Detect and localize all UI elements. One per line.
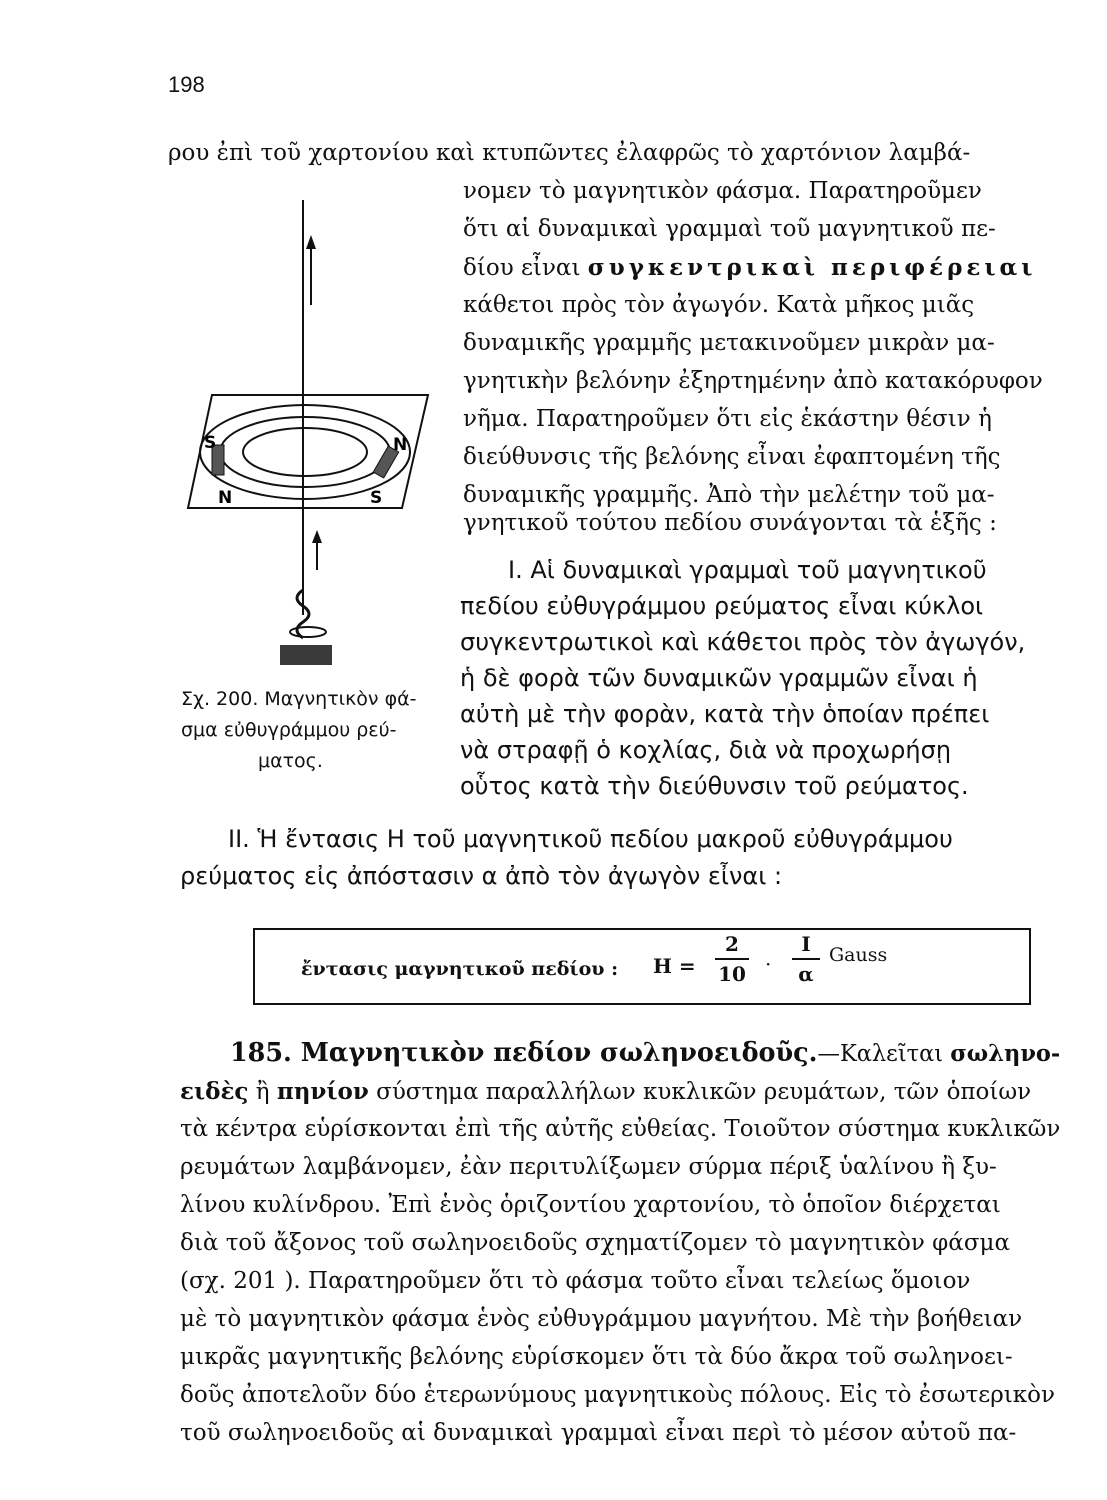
text-line: δοῦς ἀποτελοῦν δύο ἑτερωνύμους μαγνητικοὺς πόλους. Εἰς τὸ ἐσωτερικὸν xyxy=(180,1382,1055,1408)
rule-line: πεδίου εὐθυγράμμου ρεύματος εἶναι κύκλοι xyxy=(460,592,984,620)
rotation-arrow-icon xyxy=(290,627,326,637)
rule-line: αὐτὴ μὲ τὴν φορὰν, κατὰ τὴν ὁποίαν πρέπει xyxy=(460,700,990,728)
text-line: νομεν τὸ μαγνητικὸν φάσμα. Παρατηροῦμεν xyxy=(463,178,982,204)
text-line: διὰ τοῦ ἄξονος τοῦ σωληνοειδοῦς σχηματίζομεν τὸ μαγνητικὸν φάσμα xyxy=(180,1230,1010,1256)
text-span: —Καλεῖται xyxy=(817,1041,944,1067)
numerator: Ι xyxy=(801,932,811,956)
page-number: 198 xyxy=(168,72,205,97)
text-line: γνητικὴν βελόνην ἐξηρτημένην ἀπὸ κατακόρυφον xyxy=(463,368,1043,394)
figure-caption: σμα εὐθυγράμμου ρεύ- xyxy=(181,719,397,741)
rule-line: Ι. Αἱ δυναμικαὶ γραμμαὶ τοῦ μαγνητικοῦ xyxy=(508,556,987,584)
screw-base xyxy=(280,645,332,665)
rule-line: συγκεντρωτικοὶ καὶ κάθετοι πρὸς τὸν ἀγωγόν, xyxy=(460,628,1026,656)
pole-label: N xyxy=(393,435,408,455)
formula-box xyxy=(253,928,1031,1005)
text-line: λίνου κυλίνδρου. Ἐπὶ ἑνὸς ὁριζοντίου χαρτονίου, τὸ ὁποῖον διέρχεται xyxy=(180,1192,1001,1218)
pole-label: S xyxy=(370,488,383,508)
denominator: α xyxy=(798,962,814,986)
fraction-two-over-ten xyxy=(715,932,749,986)
multiply-dot: · xyxy=(765,952,772,976)
section-heading-line xyxy=(230,1040,1060,1066)
rule-line: ΙΙ. Ἡ ἔντασις Η τοῦ μαγνητικοῦ πεδίου μακροῦ εὐθυγράμμου xyxy=(228,825,953,853)
text-span: ἢ xyxy=(255,1079,270,1105)
text-line: νῆμα. Παρατηροῦμεν ὅτι εἰς ἑκάστην θέσιν ἡ xyxy=(463,406,992,432)
field-ring-outer xyxy=(200,405,410,499)
text-line: τοῦ σωληνοειδοῦς αἱ δυναμικαὶ γραμμαὶ εἶναι περὶ τὸ μέσον αὐτοῦ πα- xyxy=(180,1420,1017,1446)
denominator: 10 xyxy=(718,962,746,986)
figure-magnetic-field xyxy=(180,195,440,675)
text-line xyxy=(180,1080,1031,1104)
text-line: μικρᾶς μαγνητικῆς βελόνης εὑρίσκομεν ὅτι τὰ δύο ἄκρα τοῦ σωληνοει- xyxy=(180,1344,1013,1370)
text-line: κάθετοι πρὸς τὸν ἀγωγόν. Κατὰ μῆκος μιᾶς xyxy=(463,292,975,318)
text-line: δυναμικῆς γραμμῆς. Ἀπὸ τὴν μελέτην τοῦ μα- xyxy=(463,482,995,508)
text-span: σύστημα παραλλήλων κυκλικῶν ρευμάτων, τῶν ὁποίων xyxy=(376,1079,1032,1105)
text-line: τὰ κέντρα εὑρίσκονται ἐπὶ τῆς αὐτῆς εὐθείας. Τοιοῦτον σύστημα κυκλικῶν xyxy=(180,1116,1061,1142)
numerator: 2 xyxy=(725,932,739,956)
arrow-head-icon xyxy=(312,530,322,543)
rule-line: οὗτος κατὰ τὴν διεύθυνσιν τοῦ ρεύματος. xyxy=(460,772,969,800)
section-heading: 185. Μαγνητικὸν πεδίον σωληνοειδοῦς. xyxy=(230,1038,818,1068)
rule-line: νὰ στραφῇ ὁ κοχλίας, διὰ νὰ προχωρήσῃ xyxy=(460,736,952,764)
text-line: ὅτι αἱ δυναμικαὶ γραμμαὶ τοῦ μαγνητικοῦ πε- xyxy=(463,216,996,242)
figure-caption: ματος. xyxy=(258,750,323,772)
rule-line: ρεύματος εἰς ἀπόστασιν α ἀπὸ τὸν ἀγωγὸν εἶναι : xyxy=(180,862,783,890)
bold-term: ειδὲς xyxy=(180,1078,249,1105)
bold-term: σωληνο- xyxy=(950,1040,1061,1067)
unit-label: Gauss xyxy=(829,944,888,966)
text-line: δυναμικῆς γραμμῆς μετακινοῦμεν μικρὰν μα- xyxy=(463,330,995,356)
fraction-i-over-a xyxy=(792,932,820,986)
text-line: γνητικοῦ τούτου πεδίου συνάγονται τὰ ἑξῆς : xyxy=(463,510,997,536)
text-line: ρου ἐπὶ τοῦ χαρτονίου καὶ κτυπῶντες ἐλαφρῶς τὸ χαρτόνιον λαμβά- xyxy=(168,140,971,166)
field-ring-inner xyxy=(243,428,367,476)
text-span: δίου εἶναι xyxy=(463,255,581,281)
bold-term: πηνίον xyxy=(276,1078,369,1105)
figure-caption: Σχ. 200. Μαγνητικὸν φά- xyxy=(181,688,417,710)
text-line: διεύθυνσις τῆς βελόνης εἶναι ἐφαπτομένη τῆς xyxy=(463,444,1001,470)
text-line: ρευμάτων λαμβάνομεν, ἐὰν περιτυλίξωμεν σύρμα πέριξ ὑαλίνου ἢ ξυ- xyxy=(180,1154,997,1180)
rule-line: ἡ δὲ φορὰ τῶν δυναμικῶν γραμμῶν εἶναι ἡ xyxy=(460,664,978,692)
text-line: (σχ. 201 ). Παρατηροῦμεν ὅτι τὸ φάσμα τοῦτο εἶναι τελείως ὅμοιον xyxy=(180,1268,971,1294)
pole-label: N xyxy=(218,488,233,508)
text-line xyxy=(463,256,1036,280)
text-line: μὲ τὸ μαγνητικὸν φάσμα ἑνὸς εὐθυγράμμου μαγνήτου. Μὲ τὴν βοήθειαν xyxy=(180,1306,1023,1332)
spaced-bold-text: συγκεντρικαὶ περιφέρειαι xyxy=(587,254,1037,281)
formula-label: ἔντασις μαγνητικοῦ πεδίου : xyxy=(301,958,619,980)
arrow-head-icon xyxy=(306,235,316,249)
formula-lhs: Η = xyxy=(653,954,696,978)
pole-label: S xyxy=(204,433,217,453)
